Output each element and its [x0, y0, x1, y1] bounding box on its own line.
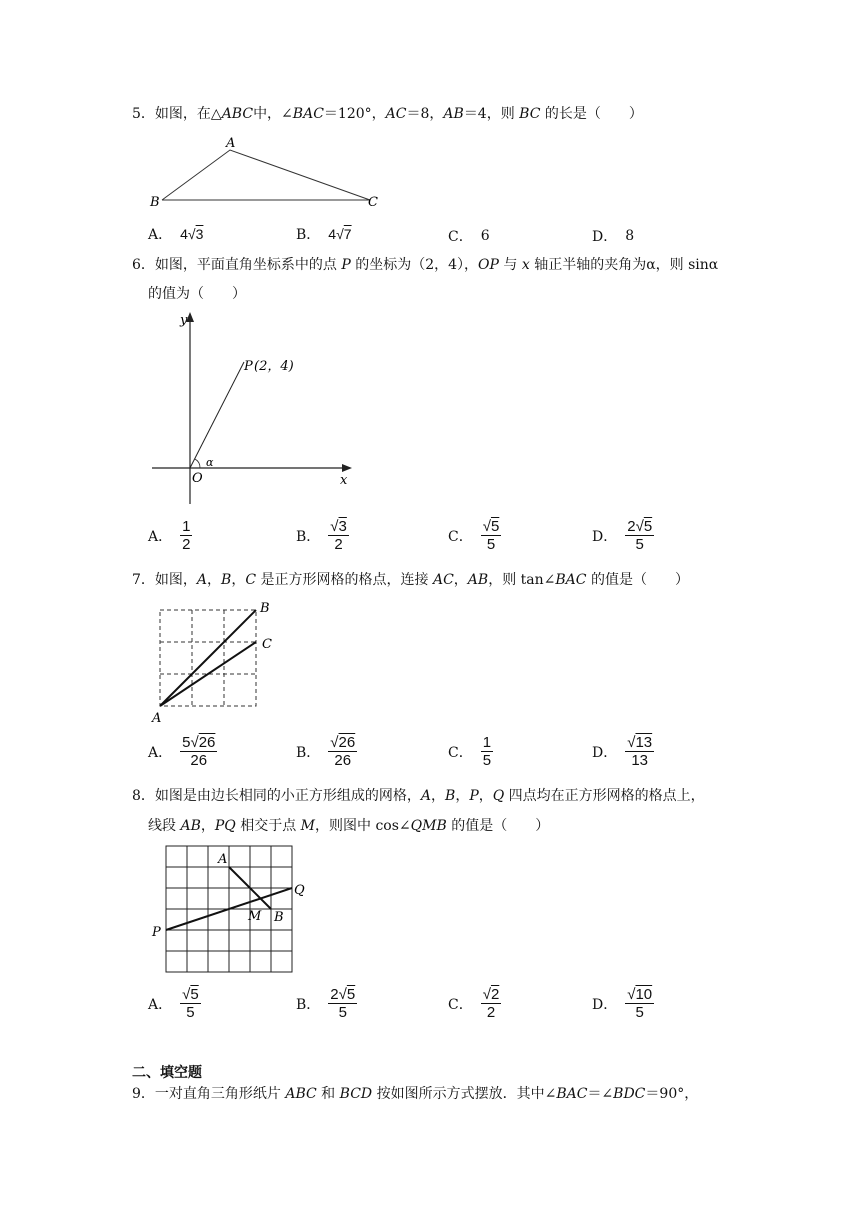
q6-label-p: P: [244, 359, 253, 374]
section-heading-fill-in: 二、填空题: [132, 1065, 202, 1081]
q6-label-o: O: [192, 471, 203, 486]
q8-label-m: M: [248, 909, 262, 924]
q9-stem: 9．一对直角三角形纸片 ABC 和 BCD 按如图所示方式摆放．其中∠BAC＝∠BDC＝90°，: [132, 1086, 699, 1102]
q6-coordinate-figure: [148, 308, 360, 512]
q6-option-a[interactable]: A． $\frac{1}{2}$: [148, 518, 191, 553]
q7-stem: 7．如图，A，B，C 是正方形网格的格点，连接 AC，AB，则 tan∠BAC 的值是（ ）: [132, 572, 689, 588]
q8-stem-line2: 线段 AB，PQ 相交于点 M，则图中 cos∠QMB 的值是（ ）: [148, 818, 550, 834]
q5-label-b: B: [150, 195, 160, 210]
q7-grid-figure: [148, 598, 288, 724]
q8-option-d[interactable]: D． $\frac{√10}{5}$: [592, 986, 653, 1021]
q5-option-a[interactable]: A． 4 √ 3: [148, 226, 204, 243]
q5-stem: 5．如图，在△ABC中，∠BAC＝120°，AC＝8，AB＝4，则 BC 的长是（ ）: [132, 106, 643, 122]
q5-option-d[interactable]: D． 8: [592, 228, 635, 245]
q6-option-d[interactable]: D． $\frac{2√5}{5}$: [592, 518, 653, 553]
q7-label-a: A: [152, 711, 162, 724]
q6-option-b[interactable]: B． $\frac{√3}{2}$: [296, 518, 347, 553]
q8-grid-figure: [148, 842, 318, 976]
q8-option-c[interactable]: C． $\frac{√2}{2}$: [448, 986, 500, 1021]
q7-label-c: C: [262, 637, 272, 652]
q6-label-y: y: [180, 313, 188, 328]
q6-option-c[interactable]: C． $\frac{√5}{5}$: [448, 518, 500, 553]
q5-option-b[interactable]: B． 4 √ 7: [296, 226, 352, 243]
q5-triangle-figure: [148, 134, 388, 214]
q7-option-b[interactable]: B． $\frac{√26}{26}$: [296, 734, 356, 769]
q8-label-a: A: [218, 852, 228, 867]
q6-label-alpha: α: [206, 456, 214, 469]
q6-stem-line2: 的值为（ ）: [148, 286, 246, 302]
q7-option-a[interactable]: A． $\frac{5√26}{26}$: [148, 734, 216, 769]
q8-stem-line1: 8．如图是由边长相同的小正方形组成的网格，A，B，P，Q 四点均在正方形网格的格点上，: [132, 788, 705, 804]
q5-label-a: A: [226, 136, 236, 151]
q6-label-p-coord: (2，4): [254, 359, 294, 374]
q8-option-a[interactable]: A． $\frac{√5}{5}$: [148, 986, 199, 1021]
q8-label-q: Q: [294, 883, 305, 898]
q8-option-b[interactable]: B． $\frac{2√5}{5}$: [296, 986, 356, 1021]
q7-label-b: B: [260, 601, 270, 616]
q7-option-d[interactable]: D． $\frac{√13}{13}$: [592, 734, 653, 769]
q5-label-c: C: [368, 195, 378, 210]
q7-option-c[interactable]: C． $\frac{1}{5}$: [448, 734, 492, 769]
q5-option-c[interactable]: C． 6: [448, 228, 490, 245]
q8-label-b: B: [274, 910, 284, 925]
q8-label-p: P: [152, 925, 161, 940]
q6-label-x: x: [340, 473, 348, 488]
q6-stem-line1: 6．如图，平面直角坐标系中的点 P 的坐标为（2，4），OP 与 x 轴正半轴的夹角为α，则 sinα: [132, 257, 719, 273]
